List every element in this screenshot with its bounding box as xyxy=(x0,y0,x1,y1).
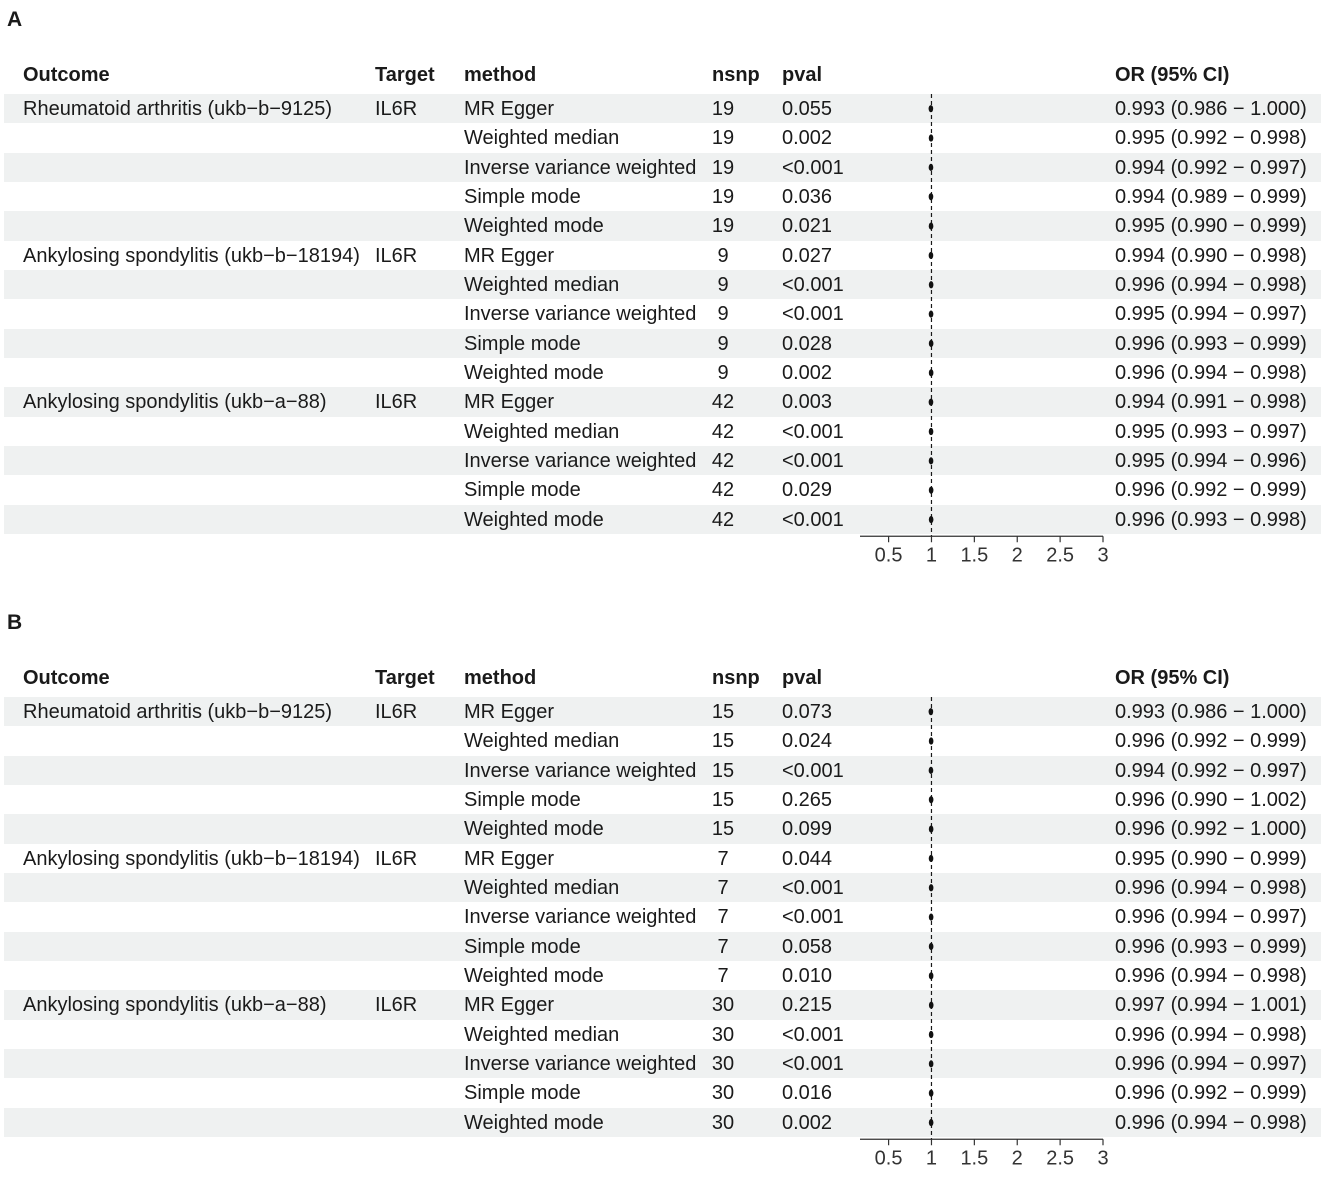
nsnp-cell: 7 xyxy=(717,877,729,900)
method-cell: Simple mode xyxy=(464,479,581,502)
or-point xyxy=(929,222,934,229)
method-cell: Weighted mode xyxy=(464,818,604,841)
or-cell: 0.996 (0.993 − 0.998) xyxy=(1115,508,1307,531)
or-cell: 0.995 (0.994 − 0.997) xyxy=(1115,303,1307,326)
or-point xyxy=(929,1090,934,1097)
or-cell: 0.995 (0.993 − 0.997) xyxy=(1115,420,1307,443)
or-point xyxy=(929,252,934,259)
table-row xyxy=(4,697,1321,726)
pval-cell: 0.027 xyxy=(782,244,833,267)
pval-cell: <0.001 xyxy=(782,759,844,782)
pval-cell: 0.021 xyxy=(782,215,833,238)
table-row xyxy=(4,417,1321,446)
or-cell: 0.996 (0.992 − 0.999) xyxy=(1115,730,1307,753)
pval-cell: <0.001 xyxy=(782,1023,844,1046)
or-point xyxy=(929,708,934,715)
or-cell: 0.996 (0.994 − 0.997) xyxy=(1115,1053,1307,1076)
pval-cell: <0.001 xyxy=(782,450,844,473)
or-point xyxy=(929,1119,934,1126)
header-pval: pval xyxy=(782,64,823,86)
or-cell: 0.996 (0.990 − 1.002) xyxy=(1115,789,1307,812)
nsnp-cell: 19 xyxy=(711,98,735,120)
or-point xyxy=(929,399,934,406)
x-tick-label: 2 xyxy=(1011,544,1023,567)
or-point xyxy=(929,428,934,435)
target-cell: IL6R xyxy=(375,391,418,414)
nsnp-cell: 9 xyxy=(717,332,729,355)
table-row xyxy=(4,358,1321,387)
pval-cell: 0.002 xyxy=(782,362,833,385)
x-tick-label: 1.5 xyxy=(960,544,989,567)
or-point xyxy=(929,972,934,979)
nsnp-cell: 7 xyxy=(717,935,729,958)
or-point xyxy=(929,855,934,862)
pval-cell: <0.001 xyxy=(782,508,844,531)
nsnp-cell: 42 xyxy=(711,508,735,531)
or-cell: 0.996 (0.994 − 0.998) xyxy=(1115,965,1307,988)
table-row xyxy=(4,241,1321,270)
pval-cell: 0.215 xyxy=(782,994,833,1017)
pval-cell: 0.010 xyxy=(782,965,833,988)
table-row xyxy=(4,475,1321,504)
panel-b xyxy=(0,603,1325,1174)
table-row xyxy=(4,785,1321,814)
method-cell: MR Egger xyxy=(464,994,555,1017)
method-cell: Weighted mode xyxy=(464,965,604,988)
method-cell: Weighted mode xyxy=(464,508,604,531)
header-method: method xyxy=(464,667,537,689)
target-cell: IL6R xyxy=(375,98,418,120)
pval-cell: 0.002 xyxy=(782,1111,833,1134)
pval-cell: 0.003 xyxy=(782,391,833,414)
table-row xyxy=(4,1020,1321,1049)
nsnp-cell: 15 xyxy=(711,701,735,723)
table-row xyxy=(4,387,1321,416)
panel-label: B xyxy=(7,611,23,634)
nsnp-cell: 19 xyxy=(711,215,735,238)
outcome-cell: Ankylosing spondylitis (ukb−b−18194) xyxy=(23,244,360,267)
method-cell: MR Egger xyxy=(464,98,555,120)
forest-plot xyxy=(850,697,1112,1187)
x-tick-label: 3 xyxy=(1097,1147,1109,1170)
or-cell: 0.993 (0.986 − 1.000) xyxy=(1115,98,1307,120)
pval-cell: 0.044 xyxy=(782,847,833,870)
table-body xyxy=(4,94,1321,534)
outcome-cell: Ankylosing spondylitis (ukb−a−88) xyxy=(23,391,327,414)
target-cell: IL6R xyxy=(375,701,418,723)
pval-cell: 0.058 xyxy=(782,935,833,958)
or-cell: 0.995 (0.990 − 0.999) xyxy=(1115,215,1307,238)
table-row xyxy=(4,844,1321,873)
method-cell: MR Egger xyxy=(464,391,555,414)
table-row xyxy=(4,1108,1321,1137)
method-cell: Inverse variance weighted xyxy=(464,759,697,782)
pval-cell: <0.001 xyxy=(782,1053,844,1076)
or-cell: 0.996 (0.994 − 0.998) xyxy=(1115,1111,1307,1134)
table-row xyxy=(4,211,1321,240)
header-or: OR (95% CI) xyxy=(1115,667,1230,689)
nsnp-cell: 30 xyxy=(711,1082,735,1105)
pval-cell: 0.002 xyxy=(782,127,833,150)
or-point xyxy=(929,369,934,376)
nsnp-cell: 30 xyxy=(711,994,735,1017)
table-row xyxy=(4,446,1321,475)
nsnp-cell: 9 xyxy=(717,303,729,326)
or-cell: 0.993 (0.986 − 1.000) xyxy=(1115,701,1307,723)
pval-cell: 0.036 xyxy=(782,186,833,209)
method-cell: Weighted median xyxy=(464,730,620,753)
or-cell: 0.996 (0.994 − 0.997) xyxy=(1115,906,1307,929)
table-row xyxy=(4,123,1321,152)
method-cell: Weighted mode xyxy=(464,362,604,385)
nsnp-cell: 15 xyxy=(711,730,735,753)
nsnp-cell: 7 xyxy=(717,965,729,988)
table-row xyxy=(4,756,1321,785)
method-cell: Weighted mode xyxy=(464,1111,604,1134)
x-tick-label: 1 xyxy=(925,1147,938,1170)
nsnp-cell: 42 xyxy=(711,479,735,502)
or-cell: 0.997 (0.994 − 1.001) xyxy=(1115,994,1307,1017)
x-tick-label: 1.5 xyxy=(960,1147,989,1170)
or-point xyxy=(929,516,934,523)
or-cell: 0.995 (0.990 − 0.999) xyxy=(1115,847,1307,870)
nsnp-cell: 42 xyxy=(711,450,735,473)
x-tick-label: 3 xyxy=(1097,544,1109,567)
pval-cell: 0.016 xyxy=(782,1082,833,1105)
or-cell: 0.996 (0.992 − 0.999) xyxy=(1115,1082,1307,1105)
or-cell: 0.994 (0.989 − 0.999) xyxy=(1115,186,1307,209)
table-row xyxy=(4,1049,1321,1078)
table-row xyxy=(4,726,1321,755)
method-cell: Simple mode xyxy=(464,1082,581,1105)
header-outcome: Outcome xyxy=(23,667,110,689)
method-cell: Simple mode xyxy=(464,935,581,958)
nsnp-cell: 30 xyxy=(711,1111,735,1134)
x-tick-label: 0.5 xyxy=(874,1147,903,1170)
nsnp-cell: 9 xyxy=(717,362,729,385)
target-cell: IL6R xyxy=(375,847,418,870)
panel-label: A xyxy=(7,8,23,31)
pval-cell: <0.001 xyxy=(782,156,844,179)
or-point xyxy=(929,943,934,950)
or-cell: 0.996 (0.993 − 0.999) xyxy=(1115,935,1307,958)
or-cell: 0.996 (0.993 − 0.999) xyxy=(1115,332,1307,355)
method-cell: Weighted median xyxy=(464,274,620,297)
method-cell: Simple mode xyxy=(464,789,581,812)
pval-cell: <0.001 xyxy=(782,420,844,443)
x-tick-label: 2.5 xyxy=(1046,1147,1075,1170)
nsnp-cell: 30 xyxy=(711,1053,735,1076)
or-point xyxy=(929,1031,934,1038)
or-cell: 0.996 (0.994 − 0.998) xyxy=(1115,877,1307,900)
method-cell: Inverse variance weighted xyxy=(464,1053,697,1076)
method-cell: MR Egger xyxy=(464,244,555,267)
method-cell: Weighted mode xyxy=(464,215,604,238)
header-pval: pval xyxy=(782,667,823,689)
header-target: Target xyxy=(375,667,435,689)
or-point xyxy=(929,825,934,832)
table-row xyxy=(4,990,1321,1019)
header-or: OR (95% CI) xyxy=(1115,64,1230,86)
table-row xyxy=(4,94,1321,123)
x-tick-label: 2.5 xyxy=(1046,544,1075,567)
target-cell: IL6R xyxy=(375,244,418,267)
pval-cell: 0.029 xyxy=(782,479,833,502)
or-cell: 0.996 (0.994 − 0.998) xyxy=(1115,1023,1307,1046)
pval-cell: <0.001 xyxy=(782,906,844,929)
outcome-cell: Ankylosing spondylitis (ukb−b−18194) xyxy=(23,847,360,870)
nsnp-cell: 19 xyxy=(711,127,735,150)
table-row xyxy=(4,961,1321,990)
nsnp-cell: 19 xyxy=(711,156,735,179)
or-point xyxy=(929,884,934,891)
pval-cell: 0.028 xyxy=(782,332,833,355)
or-point xyxy=(929,134,934,141)
or-point xyxy=(929,457,934,464)
table-row xyxy=(4,1078,1321,1107)
nsnp-cell: 15 xyxy=(711,759,735,782)
table-row xyxy=(4,932,1321,961)
x-tick-label: 0.5 xyxy=(874,544,903,567)
or-cell: 0.994 (0.991 − 0.998) xyxy=(1115,391,1307,414)
or-point xyxy=(929,105,934,112)
nsnp-cell: 15 xyxy=(711,818,735,841)
or-cell: 0.994 (0.990 − 0.998) xyxy=(1115,244,1307,267)
header-nsnp: nsnp xyxy=(712,64,760,86)
x-tick-label: 1 xyxy=(925,544,938,567)
table-row xyxy=(4,153,1321,182)
method-cell: Weighted median xyxy=(464,420,620,443)
or-point xyxy=(929,1002,934,1009)
pval-cell: 0.099 xyxy=(782,818,833,841)
or-cell: 0.995 (0.992 − 0.998) xyxy=(1115,127,1307,150)
nsnp-cell: 42 xyxy=(711,420,735,443)
table-row xyxy=(4,329,1321,358)
table-body xyxy=(4,697,1321,1137)
forest-plot xyxy=(850,94,1112,584)
or-point xyxy=(929,340,934,347)
outcome-cell: Rheumatoid arthritis (ukb−b−9125) xyxy=(23,701,333,723)
method-cell: Inverse variance weighted xyxy=(464,906,697,929)
method-cell: Weighted median xyxy=(464,1023,620,1046)
nsnp-cell: 7 xyxy=(717,906,729,929)
method-cell: Weighted median xyxy=(464,127,620,150)
nsnp-cell: 7 xyxy=(717,847,729,870)
pval-cell: <0.001 xyxy=(782,877,844,900)
or-point xyxy=(929,281,934,288)
method-cell: MR Egger xyxy=(464,847,555,870)
pval-cell: 0.024 xyxy=(782,730,833,753)
nsnp-cell: 9 xyxy=(717,274,729,297)
method-cell: Inverse variance weighted xyxy=(464,156,697,179)
pval-cell: 0.073 xyxy=(782,701,833,723)
or-point xyxy=(929,914,934,921)
header-nsnp: nsnp xyxy=(712,667,760,689)
outcome-cell: Ankylosing spondylitis (ukb−a−88) xyxy=(23,994,327,1017)
pval-cell: <0.001 xyxy=(782,274,844,297)
pval-cell: 0.055 xyxy=(782,98,833,120)
or-cell: 0.996 (0.992 − 0.999) xyxy=(1115,479,1307,502)
method-cell: MR Egger xyxy=(464,701,555,723)
method-cell: Simple mode xyxy=(464,332,581,355)
outcome-cell: Rheumatoid arthritis (ukb−b−9125) xyxy=(23,98,333,120)
x-tick-label: 2 xyxy=(1011,1147,1023,1170)
table-row xyxy=(4,270,1321,299)
table-row xyxy=(4,814,1321,843)
method-cell: Simple mode xyxy=(464,186,581,209)
table-row xyxy=(4,182,1321,211)
or-point xyxy=(929,796,934,803)
method-cell: Inverse variance weighted xyxy=(464,450,697,473)
table-row xyxy=(4,902,1321,931)
nsnp-cell: 9 xyxy=(717,244,729,267)
target-cell: IL6R xyxy=(375,994,418,1017)
table-row xyxy=(4,873,1321,902)
header-outcome: Outcome xyxy=(23,64,110,86)
nsnp-cell: 19 xyxy=(711,186,735,209)
table-row xyxy=(4,505,1321,534)
or-cell: 0.996 (0.994 − 0.998) xyxy=(1115,362,1307,385)
or-point xyxy=(929,311,934,318)
header-target: Target xyxy=(375,64,435,86)
table-row xyxy=(4,299,1321,328)
nsnp-cell: 42 xyxy=(711,391,735,414)
or-point xyxy=(929,767,934,774)
nsnp-cell: 30 xyxy=(711,1023,735,1046)
or-point xyxy=(929,737,934,744)
or-point xyxy=(929,164,934,171)
or-cell: 0.996 (0.992 − 1.000) xyxy=(1115,818,1307,841)
or-point xyxy=(929,487,934,494)
or-cell: 0.994 (0.992 − 0.997) xyxy=(1115,759,1307,782)
method-cell: Weighted median xyxy=(464,877,620,900)
pval-cell: 0.265 xyxy=(782,789,833,812)
or-cell: 0.996 (0.994 − 0.998) xyxy=(1115,274,1307,297)
nsnp-cell: 15 xyxy=(711,789,735,812)
or-point xyxy=(929,193,934,200)
or-cell: 0.995 (0.994 − 0.996) xyxy=(1115,450,1307,473)
panel-a xyxy=(0,0,1325,590)
pval-cell: <0.001 xyxy=(782,303,844,326)
or-cell: 0.994 (0.992 − 0.997) xyxy=(1115,156,1307,179)
or-point xyxy=(929,1060,934,1067)
header-method: method xyxy=(464,64,537,86)
method-cell: Inverse variance weighted xyxy=(464,303,697,326)
